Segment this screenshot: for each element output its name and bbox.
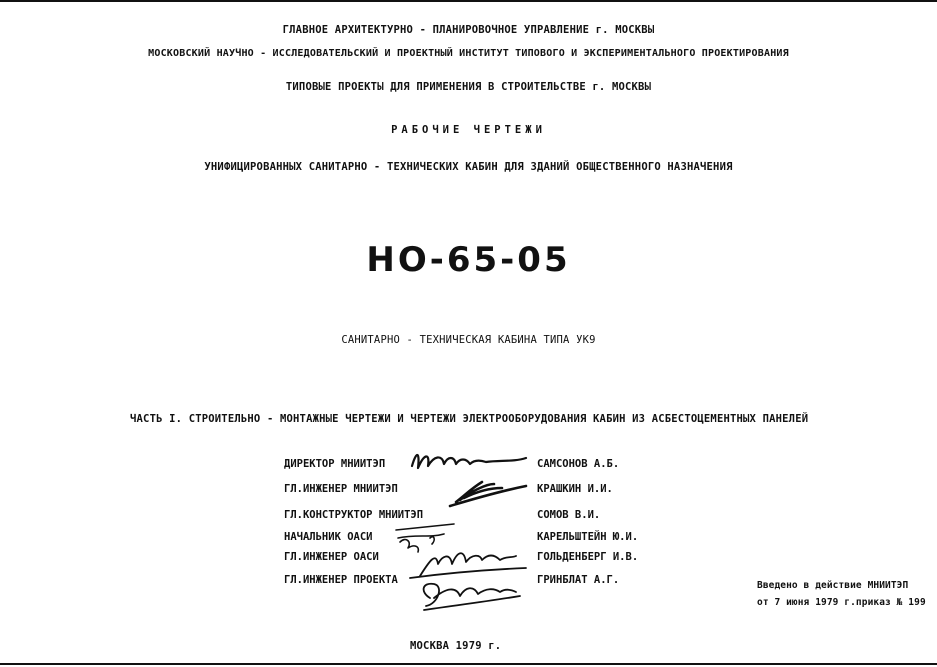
signatory-name: ГОЛЬДЕНБЕРГ И.В.: [537, 551, 639, 563]
signature-chief-engineer: [450, 482, 526, 506]
top-border: [0, 0, 937, 2]
enactment-note-line2: от 7 июня 1979 г.приказ № 199: [757, 597, 926, 608]
enactment-note-line1: Введено в действие МНИИТЭП: [757, 580, 909, 591]
signature-head-oasi: [400, 537, 434, 552]
header-series: ТИПОВЫЕ ПРОЕКТЫ ДЛЯ ПРИМЕНЕНИЯ В СТРОИТЕЛЬСТВЕ г. МОСКВЫ: [285, 81, 652, 93]
document-type: РАБОЧИЕ ЧЕРТЕЖИ: [391, 124, 546, 136]
signatory-title: ГЛ.КОНСТРУКТОР МНИИТЭП: [284, 509, 424, 521]
signatory-name: ГРИНБЛАТ А.Г.: [537, 574, 620, 586]
header-institute: МОСКОВСКИЙ НАУЧНО - ИССЛЕДОВАТЕЛЬСКИЙ И ПРОЕКТНЫЙ ИНСТИТУТ ТИПОВОГО И ЭКСПЕРИМЕНТАЛЬНОГО ПРОЕКТИРОВАНИЯ: [148, 48, 789, 59]
signatory-title: ГЛ.ИНЖЕНЕР ОАСИ: [284, 551, 379, 563]
document-subject: УНИФИЦИРОВАННЫХ САНИТАРНО - ТЕХНИЧЕСКИХ КАБИН ДЛЯ ЗДАНИЙ ОБЩЕСТВЕННОГО НАЗНАЧЕНИЯ: [204, 161, 733, 173]
cabin-type: САНИТАРНО - ТЕХНИЧЕСКАЯ КАБИНА ТИПА УК9: [341, 334, 596, 346]
signature-director: [412, 455, 526, 468]
signatory-name: КАРЕЛЬШТЕЙН Ю.И.: [537, 531, 639, 543]
signatory-title: ГЛ.ИНЖЕНЕР МНИИТЭП: [284, 483, 398, 495]
signature-project-engineer: [424, 584, 520, 610]
signatory-title: ГЛ.ИНЖЕНЕР ПРОЕКТА: [284, 574, 398, 586]
signature-chief-engineer-oasi: [410, 553, 526, 578]
signatory-name: САМСОНОВ А.Б.: [537, 458, 620, 470]
signatory-name: КРАШКИН И.И.: [537, 483, 613, 495]
signatory-title: НАЧАЛЬНИК ОАСИ: [284, 531, 373, 543]
header-ministry: ГЛАВНОЕ АРХИТЕКТУРНО - ПЛАНИРОВОЧНОЕ УПРАВЛЕНИЕ г. МОСКВЫ: [282, 24, 655, 36]
signature-chief-designer: [396, 524, 454, 538]
project-code: НО-65-05: [366, 240, 571, 280]
handwritten-signatures: [390, 446, 550, 626]
bottom-border: [0, 663, 937, 665]
part-title: ЧАСТЬ I. СТРОИТЕЛЬНО - МОНТАЖНЫЕ ЧЕРТЕЖИ И ЧЕРТЕЖИ ЭЛЕКТРООБОРУДОВАНИЯ КАБИН ИЗ АСБЕСТОЦЕМЕНТНЫХ ПАНЕЛЕЙ: [130, 413, 809, 425]
signatory-title: ДИРЕКТОР МНИИТЭП: [284, 458, 386, 470]
signatory-name: СОМОВ В.И.: [537, 509, 601, 521]
place-and-year: МОСКВА 1979 г.: [410, 640, 502, 652]
